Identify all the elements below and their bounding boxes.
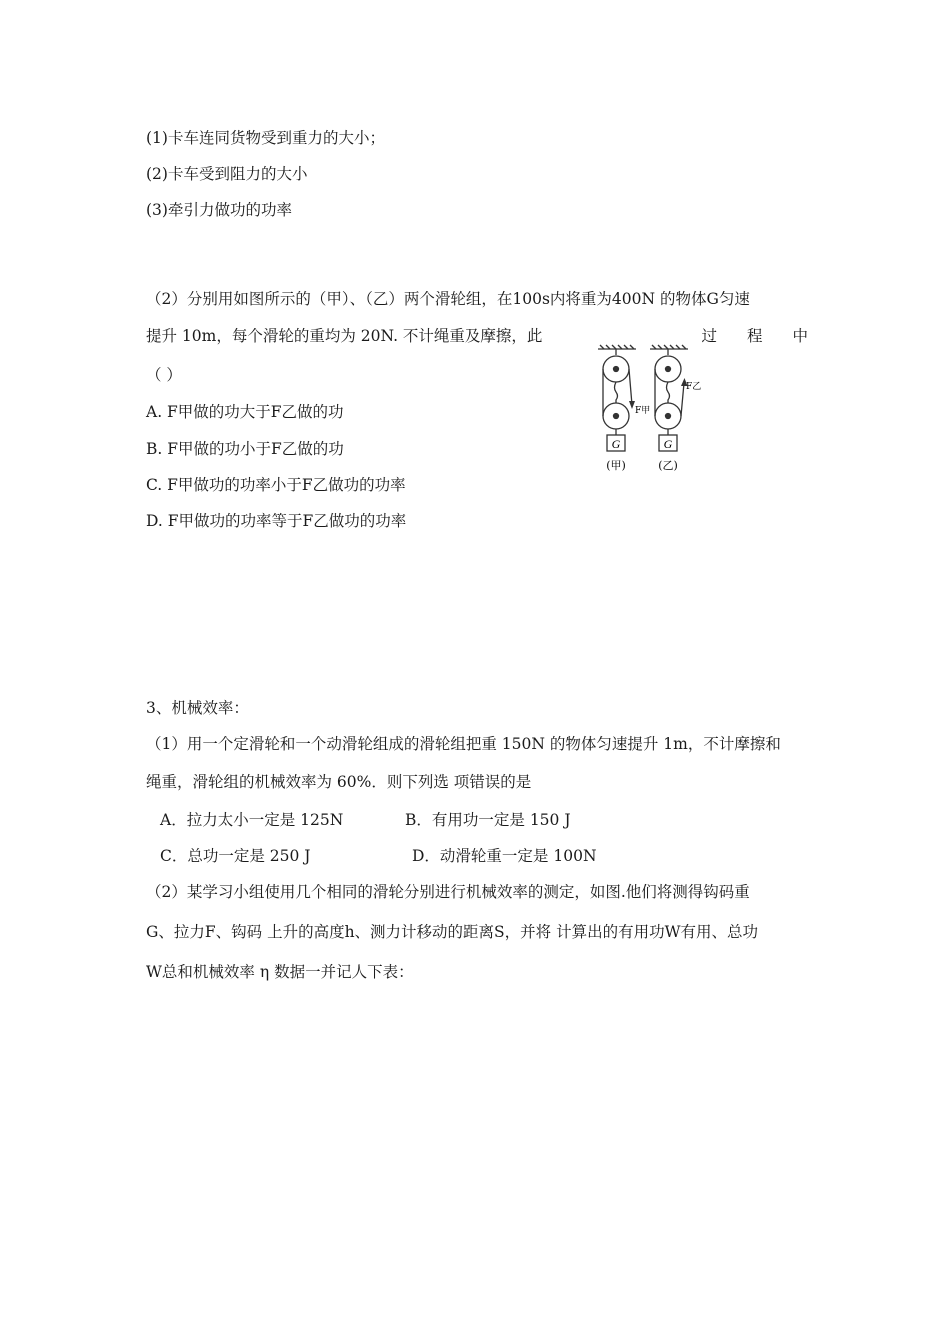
section3-option-a: A．拉力太小一定是 125N bbox=[160, 811, 344, 829]
q2-stem-char-1: 过 bbox=[701, 327, 717, 345]
sub-question-2: (2)卡车受到阻力的大小 bbox=[146, 165, 308, 183]
q2-stem-line2-tail bbox=[701, 326, 808, 346]
sub-question-3: (3)牵引力做功的功率 bbox=[146, 201, 292, 219]
ceiling-jia bbox=[598, 345, 636, 349]
weight-label-jia: G bbox=[611, 437, 621, 451]
q2-stem-char-3: 中 bbox=[792, 327, 808, 345]
force-label-jia: F甲 bbox=[635, 406, 651, 416]
section3-option-b: B．有用功一定是 150 J bbox=[405, 811, 571, 829]
q2-stem-line1: （2）分别用如图所示的（甲）、（乙）两个滑轮组，在100s内将重为400N 的物体G匀速 bbox=[146, 290, 750, 308]
section3-p2-line2: G、拉力F、钩码 上升的高度h、测力计移动的距离S，并将 计算出的有用功W有用、总功 bbox=[146, 923, 759, 941]
force-label-yi: F乙 bbox=[686, 382, 702, 392]
caption-jia: (甲) bbox=[606, 459, 626, 472]
section3-p1-line2: 绳重，滑轮组的机械效率为 60%．则下列选 项错误的是 bbox=[146, 773, 532, 791]
section3-p2-line1: （2）某学习小组使用几个相同的滑轮分别进行机械效率的测定，如图.他们将测得钩码重 bbox=[146, 883, 750, 901]
q2-stem-line2-text: 提升 10m，每个滑轮的重均为 20N. 不计绳重及摩擦，此 bbox=[146, 327, 543, 345]
q2-option-a: A. F甲做的功大于F乙做的功 bbox=[146, 403, 344, 421]
sub-question-1: (1)卡车连同货物受到重力的大小； bbox=[146, 129, 385, 147]
q2-option-b: B. F甲做的功小于F乙做的功 bbox=[146, 440, 344, 458]
section3-title: 3、机械效率： bbox=[146, 699, 249, 717]
q2-option-c: C. F甲做功的功率小于F乙做功的功率 bbox=[146, 476, 406, 494]
section3-option-d: D．动滑轮重一定是 100N bbox=[412, 847, 597, 865]
q2-stem-char-2: 程 bbox=[746, 327, 763, 345]
q2-answer-paren: （ ） bbox=[146, 366, 182, 384]
section3-p2-line3: W总和机械效率 η 数据一并记人下表： bbox=[146, 963, 414, 981]
caption-yi: (乙) bbox=[658, 459, 678, 472]
section3-p1-line1: （1）用一个定滑轮和一个动滑轮组成的滑轮组把重 150N 的物体匀速提升 1m，不计摩擦和 bbox=[146, 735, 781, 753]
q2-option-d: D. F甲做功的功率等于F乙做功的功率 bbox=[146, 512, 407, 530]
section3-option-c: C．总功一定是 250 J bbox=[160, 847, 311, 865]
weight-label-yi: G bbox=[663, 437, 673, 451]
pulley-diagram bbox=[592, 343, 712, 478]
ceiling-yi bbox=[650, 345, 688, 349]
